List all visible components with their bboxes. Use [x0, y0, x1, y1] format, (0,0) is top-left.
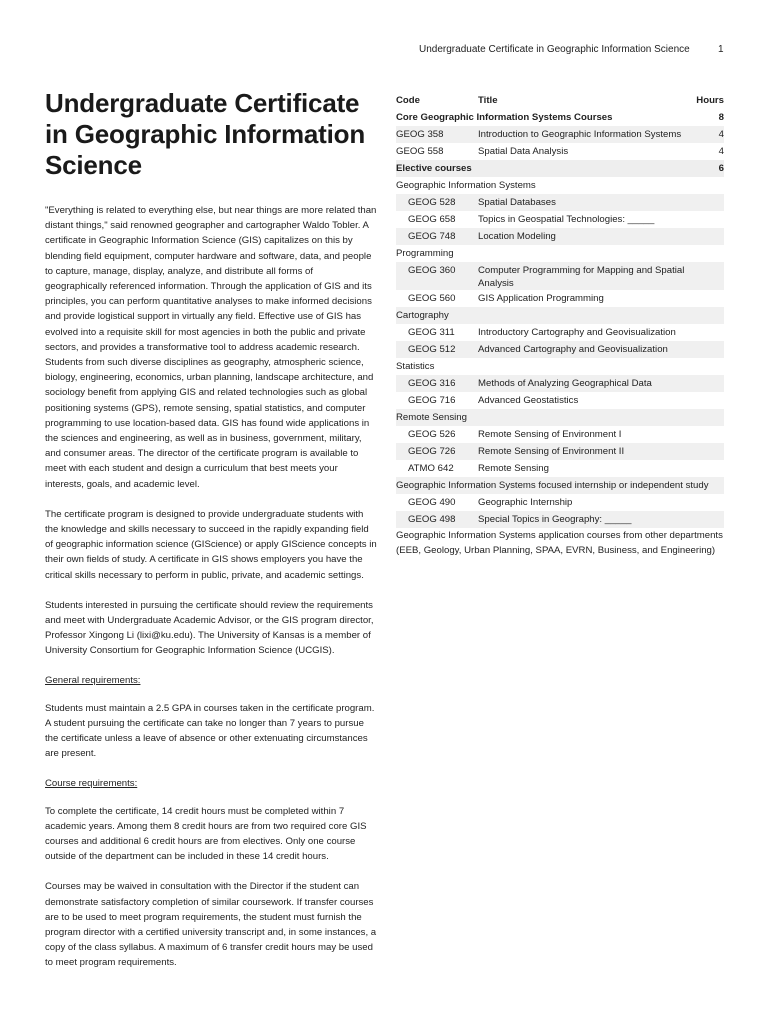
table-row	[396, 211, 724, 228]
course-code: GEOG 311	[408, 327, 455, 338]
category-row: Remote Sensing	[396, 409, 724, 426]
table-row	[396, 341, 724, 358]
intro-paragraph-2: The certificate program is designed to provide undergraduate students with the knowledge and skills necessary to succeed in the rapidly expanding field of geographic information science (GIScience) or apply GIScience concepts in their own fields of study. A certificate in GIS shows employers you have the critical skills necessary to perform in public, private, and academic settings.	[45, 508, 377, 581]
course-code: GEOG 360	[408, 265, 456, 276]
group-label: Core Geographic Information Systems Courses	[396, 112, 613, 123]
table-row	[396, 392, 724, 409]
page-title: Undergraduate Certificate in Geographic Information Science	[45, 88, 366, 180]
general-requirements-text: Students must maintain a 2.5 GPA in courses taken in the certificate program. A student pursuing the certificate can take no longer than 7 years to pursue the certificate unless a leave of absence or other extenuating circumstances are present.	[45, 702, 375, 760]
course-requirements-text-1: To complete the certificate, 14 credit hours must be completed within 7 academic years. Among them 8 credit hours are from two required core GIS courses and additional 6 credit hours are from electives. Only one course outside of the department can be included in these 14 credit hours.	[45, 805, 367, 863]
table-row	[396, 511, 724, 528]
header-title: Undergraduate Certificate in Geographic Information Science	[419, 44, 690, 55]
column-header-code: Code	[396, 95, 420, 106]
table-row	[396, 143, 724, 160]
course-title: Topics in Geospatial Technologies: _____	[478, 214, 655, 225]
column-header-title: Title	[478, 95, 498, 106]
table-row	[396, 228, 724, 245]
intro-paragraph-1: "Everything is related to everything else, but near things are more related than distant things," said renowned geographer and cartographer Waldo Tobler. A certificate in Geographic Information Science (GIS) capitalizes on this by blending field equipment, computer hardware and software, data, and people to capture, manage, display, analyze, and distribute all forms of geographically referenced information. Through the application of GIS and its principles, you can perform quantitative analyses to make informed decisions and provide logistical support in virtually any field. Effective use of GIS has evolved into a requisite skill for most agencies in both the public and private sectors, and provides a transformative tool to address academic research. Students from such diverse disciplines as geography, atmospheric science, biology, engineering, economics, urban planning, landscape architecture, and sociology benefit from applying GIS and related technologies such as global positioning systems (GPS), remote sensing, spatial statistics, and computer programming to use location-based data. GIS has found wide applications in the sciences and engineering, as well as in business, government, military, and consumer areas. The director of the certificate program is available to meet with each student and design a curriculum that best meets your interests, goals, and academic level.	[45, 205, 377, 490]
table-row	[396, 375, 724, 392]
course-title: Geographic Internship	[478, 497, 573, 508]
course-code: GEOG 560	[408, 293, 456, 304]
course-title: Spatial Databases	[478, 197, 556, 208]
course-hours: 4	[718, 146, 724, 157]
course-title: Remote Sensing of Environment I	[478, 429, 622, 440]
course-code: ATMO 642	[408, 463, 454, 474]
course-title: Remote Sensing	[478, 463, 549, 474]
course-code: GEOG 528	[408, 197, 456, 208]
core-courses-group-row	[396, 109, 724, 126]
general-requirements-heading: General requirements:	[45, 674, 141, 686]
course-title: Special Topics in Geography: _____	[478, 514, 632, 525]
course-code: GEOG 316	[408, 378, 456, 389]
course-title: Remote Sensing of Environment II	[478, 446, 625, 457]
group-hours: 6	[718, 163, 724, 174]
table-row	[396, 443, 724, 460]
category-row: Statistics	[396, 361, 435, 372]
course-code: GEOG 748	[408, 231, 456, 242]
course-code: GEOG 726	[408, 446, 456, 457]
page-number: 1	[718, 44, 724, 55]
course-title: Advanced Geostatistics	[478, 395, 579, 406]
table-row	[396, 460, 724, 477]
table-row	[396, 262, 724, 290]
course-code: GEOG 716	[408, 395, 456, 406]
table-row	[396, 324, 724, 341]
course-code: GEOG 498	[408, 514, 456, 525]
course-title: Methods of Analyzing Geographical Data	[478, 378, 652, 389]
course-title: GIS Application Programming	[478, 293, 604, 304]
course-code: GEOG 658	[408, 214, 456, 225]
group-hours: 8	[718, 112, 724, 123]
course-code: GEOG 558	[396, 146, 444, 157]
course-code: GEOG 490	[408, 497, 456, 508]
category-row: Geographic Information Systems focused internship or independent study	[396, 477, 724, 494]
table-row	[396, 194, 724, 211]
elective-courses-group-row	[396, 160, 724, 177]
main-column	[45, 88, 377, 986]
category-row: Programming	[396, 248, 454, 259]
table-row	[396, 290, 724, 307]
category-row: Cartography	[396, 307, 724, 324]
course-title: Spatial Data Analysis	[478, 146, 569, 157]
course-code: GEOG 358	[396, 129, 444, 140]
course-requirements-heading: Course requirements:	[45, 777, 138, 789]
table-header-row	[396, 92, 724, 109]
table-row	[396, 426, 724, 443]
table-row	[396, 494, 724, 511]
course-title: Introduction to Geographic Information Systems	[478, 129, 682, 140]
group-label: Elective courses	[396, 163, 472, 174]
category-row: Geographic Information Systems	[396, 180, 536, 191]
course-code: GEOG 512	[408, 344, 456, 355]
course-title: Introductory Cartography and Geovisualization	[478, 327, 676, 338]
intro-paragraph-3: Students interested in pursuing the certificate should review the requirements and meet with Undergraduate Academic Advisor, or the GIS program director, Professor Xingong Li (lixi@ku.edu). The University of Kansas is a member of University Consortium for Geographic Information Science (UCGIS).	[45, 599, 374, 657]
course-table	[396, 92, 724, 558]
table-row	[396, 126, 724, 143]
course-code: GEOG 526	[408, 429, 456, 440]
course-title: Location Modeling	[478, 231, 556, 242]
page-header	[0, 44, 770, 58]
column-header-hours: Hours	[696, 95, 724, 106]
course-hours: 4	[718, 129, 724, 140]
course-title: Advanced Cartography and Geovisualization	[478, 344, 668, 355]
table-note: Geographic Information Systems application courses from other departments (EEB, Geology, Urban Planning, SPAA, EVRN, Business, and Engineering)	[396, 530, 723, 556]
course-requirements-text-2: Courses may be waived in consultation with the Director if the student can demonstrate satisfactory completion of similar coursework. If transfer courses are to be used to meet program requirements, the student must furnish the program director with a certified university transcript and, in some instances, a copy of the class syllabus. A maximum of 6 transfer credit hours may be used to meet program requirements.	[45, 881, 377, 969]
course-title: Computer Programming for Mapping and Spatial Analysis	[478, 265, 685, 289]
